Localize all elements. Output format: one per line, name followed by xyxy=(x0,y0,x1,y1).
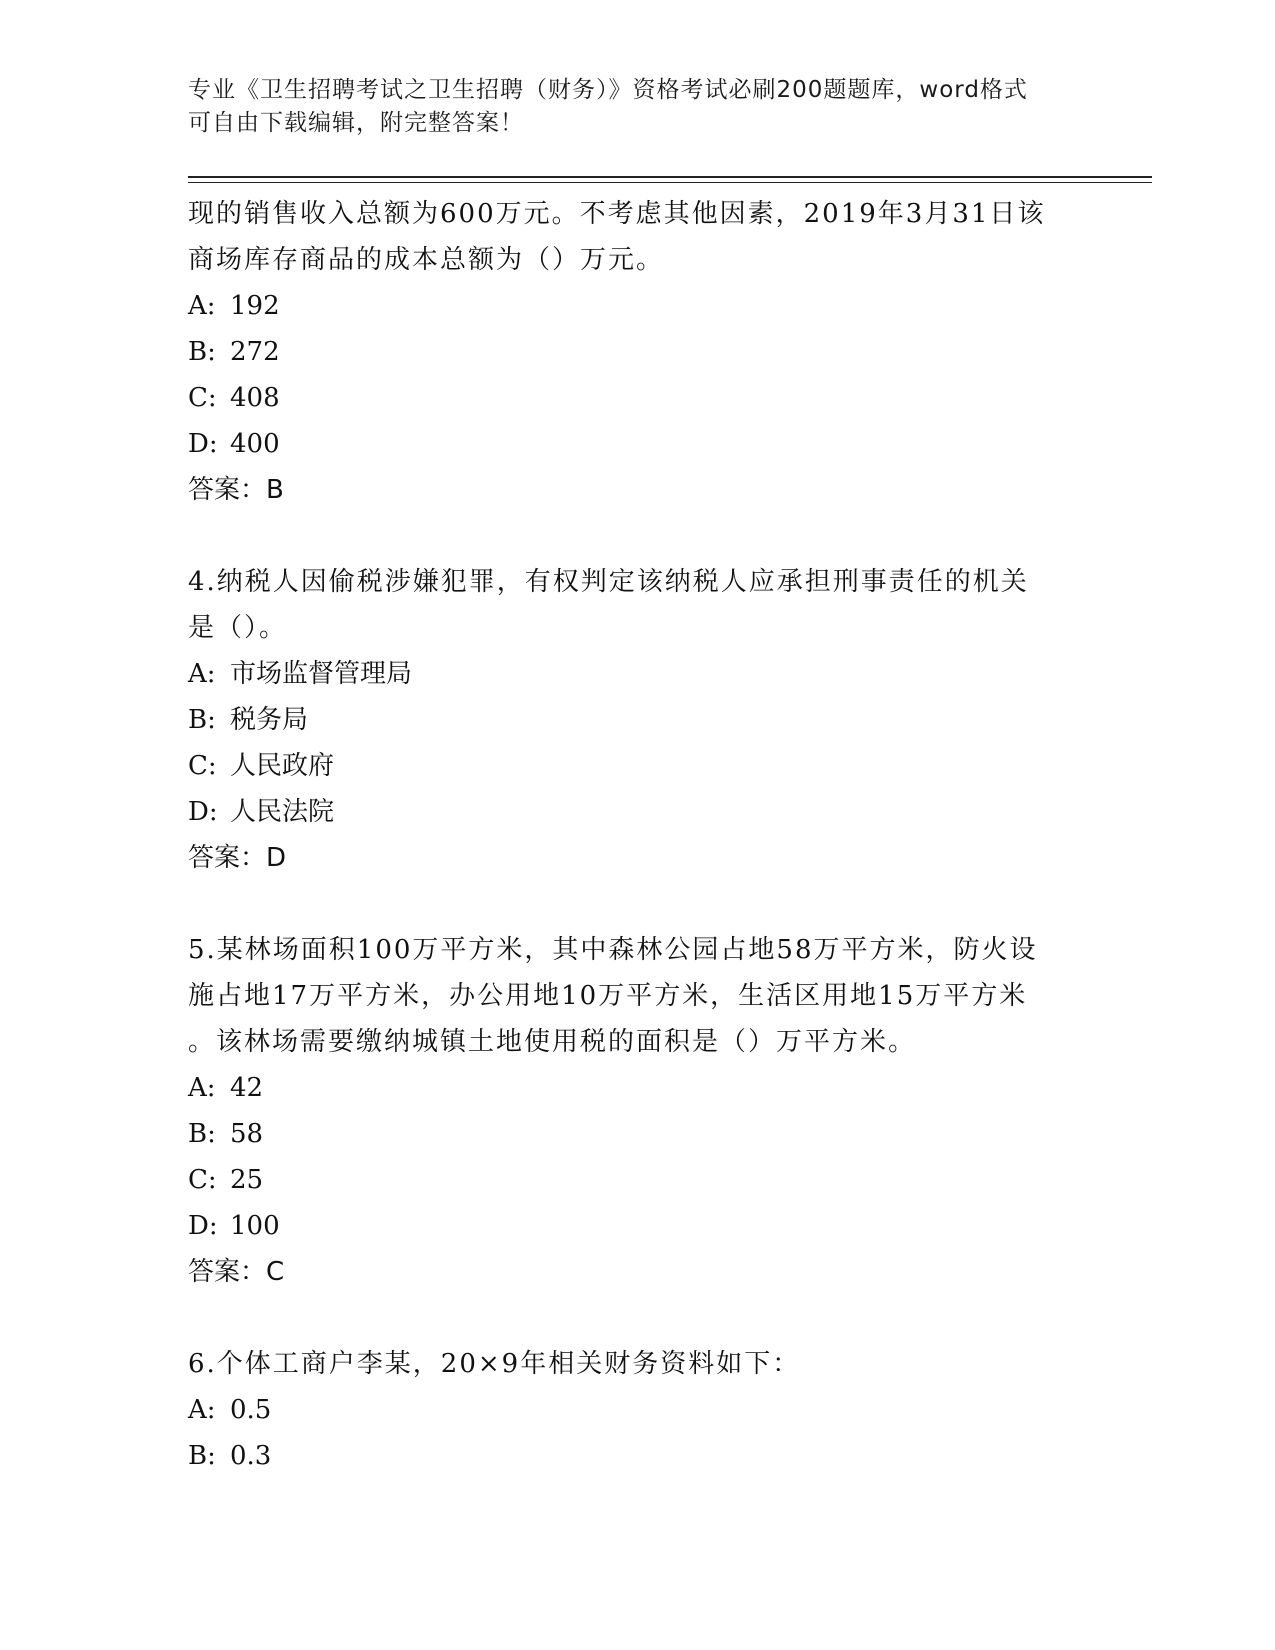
question-6 xyxy=(188,1341,1088,1479)
option-d: D: 人民法院 xyxy=(188,797,335,827)
option-a: A: 市场监督管理局 xyxy=(188,659,413,689)
header-rule-thin xyxy=(188,182,1152,183)
option-b: B: 0.3 xyxy=(188,1441,272,1471)
answer: 答案：D xyxy=(188,843,287,873)
question-list xyxy=(188,191,1088,1479)
header-line-2: 可自由下载编辑，附完整答案！ xyxy=(188,110,524,136)
option-a: A: 42 xyxy=(188,1073,264,1103)
header-rule-thick xyxy=(188,176,1152,178)
answer: 答案：B xyxy=(188,475,284,505)
option-a: A: 0.5 xyxy=(188,1395,272,1425)
question-text: 6.个体工商户李某，20×9年相关财务资料如下： xyxy=(188,1349,801,1379)
question-text: 现的销售收入总额为600万元。不考虑其他因素，2019年3月31日该 xyxy=(188,199,1046,229)
question-5 xyxy=(188,927,1088,1295)
option-b: B: 272 xyxy=(188,337,280,367)
question-text: 4.纳税人因偷税涉嫌犯罪，有权判定该纳税人应承担刑事责任的机关 xyxy=(188,567,1029,597)
header-line-1: 专业《卫生招聘考试之卫生招聘（财务）》资格考试必刷200题题库，word格式 xyxy=(188,77,1028,103)
option-a: A: 192 xyxy=(188,291,280,321)
option-c: C: 人民政府 xyxy=(188,751,335,781)
document-header xyxy=(188,74,1068,140)
option-c: C: 25 xyxy=(188,1165,264,1195)
question-text: 商场库存商品的成本总额为（）万元。 xyxy=(188,245,665,275)
question-text: 。该林场需要缴纳城镇土地使用税的面积是（）万平方米。 xyxy=(188,1027,917,1057)
option-b: B: 税务局 xyxy=(188,705,309,735)
option-d: D: 100 xyxy=(188,1211,280,1241)
question-4 xyxy=(188,559,1088,881)
answer: 答案：C xyxy=(188,1257,285,1287)
question-text: 是（）。 xyxy=(188,613,288,643)
question-text: 5.某林场面积100万平方米，其中森林公园占地58万平方米，防火设 xyxy=(188,935,1038,965)
question-3 xyxy=(188,191,1088,513)
option-b: B: 58 xyxy=(188,1119,264,1149)
question-text: 施占地17万平方米，办公用地10万平方米，生活区用地15万平方米 xyxy=(188,981,1028,1011)
option-d: D: 400 xyxy=(188,429,280,459)
option-c: C: 408 xyxy=(188,383,280,413)
